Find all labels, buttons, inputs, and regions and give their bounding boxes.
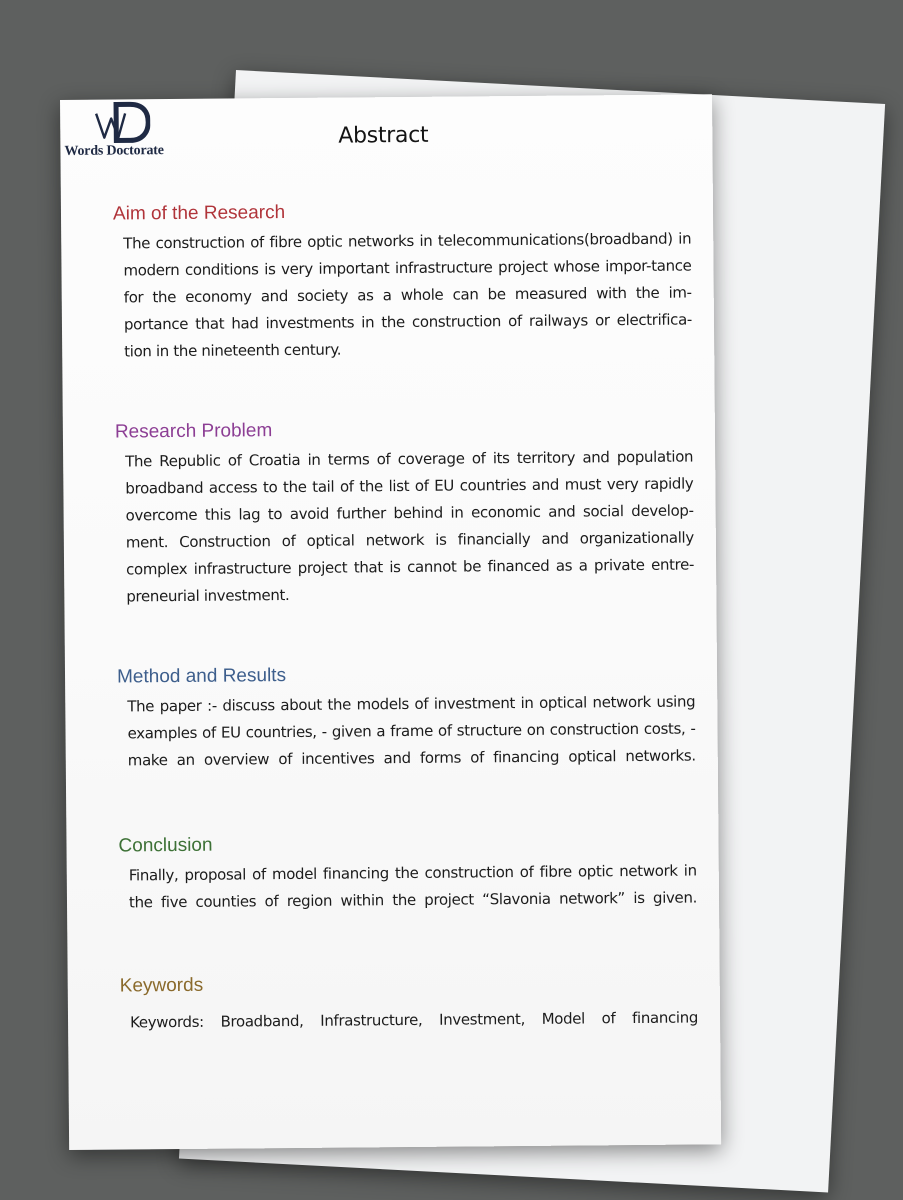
section-heading: Conclusion (118, 834, 213, 857)
section-heading: Research Problem (114, 420, 273, 443)
section-body: Keywords: Broadband, Infrastructure, Investment, Model of financing (129, 1008, 699, 1032)
wd-logo-icon (90, 101, 150, 144)
section-research-problem (115, 416, 699, 610)
section-heading: Aim of the Research (112, 202, 286, 225)
page-title: Abstract (338, 122, 429, 149)
logo-text: Words Doctorate (64, 143, 164, 159)
section-heading: Keywords (119, 974, 204, 997)
section-body: The Republic of Croatia in terms of coverage of its territory and population broadband access to the tail of the list of EU countries and must very rapidly overcome this lag to avoid further behind in economic and social develop-ment. Construction of optical network is financially and organizationally complex infrastructure project that is cannot be financed as a private entre-preneurial investment. (125, 447, 695, 606)
section-method-and-results (117, 661, 700, 774)
words-doctorate-logo (64, 101, 181, 162)
abstract-page (60, 94, 721, 1150)
section-body: The construction of fibre optic networks in telecommunications(broadband) in modern conditions is very important infrastructure project whose impor-tance for the economy and society as a whole can be measured with the im-portance that had investments in the construction of railways or electrifica-tion in the nineteenth century. (123, 229, 693, 361)
section-body: Finally, proposal of model financing the construction of fibre optic network in the five counties of region within the project “Slavonia network” is given. (128, 861, 698, 912)
section-body: The paper :- discuss about the models of investment in optical network using examples of EU countries, - given a frame of structure on construction costs, - make an overview of incentives and forms of financing optical networks. (127, 692, 696, 770)
section-heading: Method and Results (116, 665, 287, 688)
section-aim-of-research (113, 198, 696, 365)
section-keywords (120, 970, 703, 1036)
section-conclusion (118, 830, 701, 916)
